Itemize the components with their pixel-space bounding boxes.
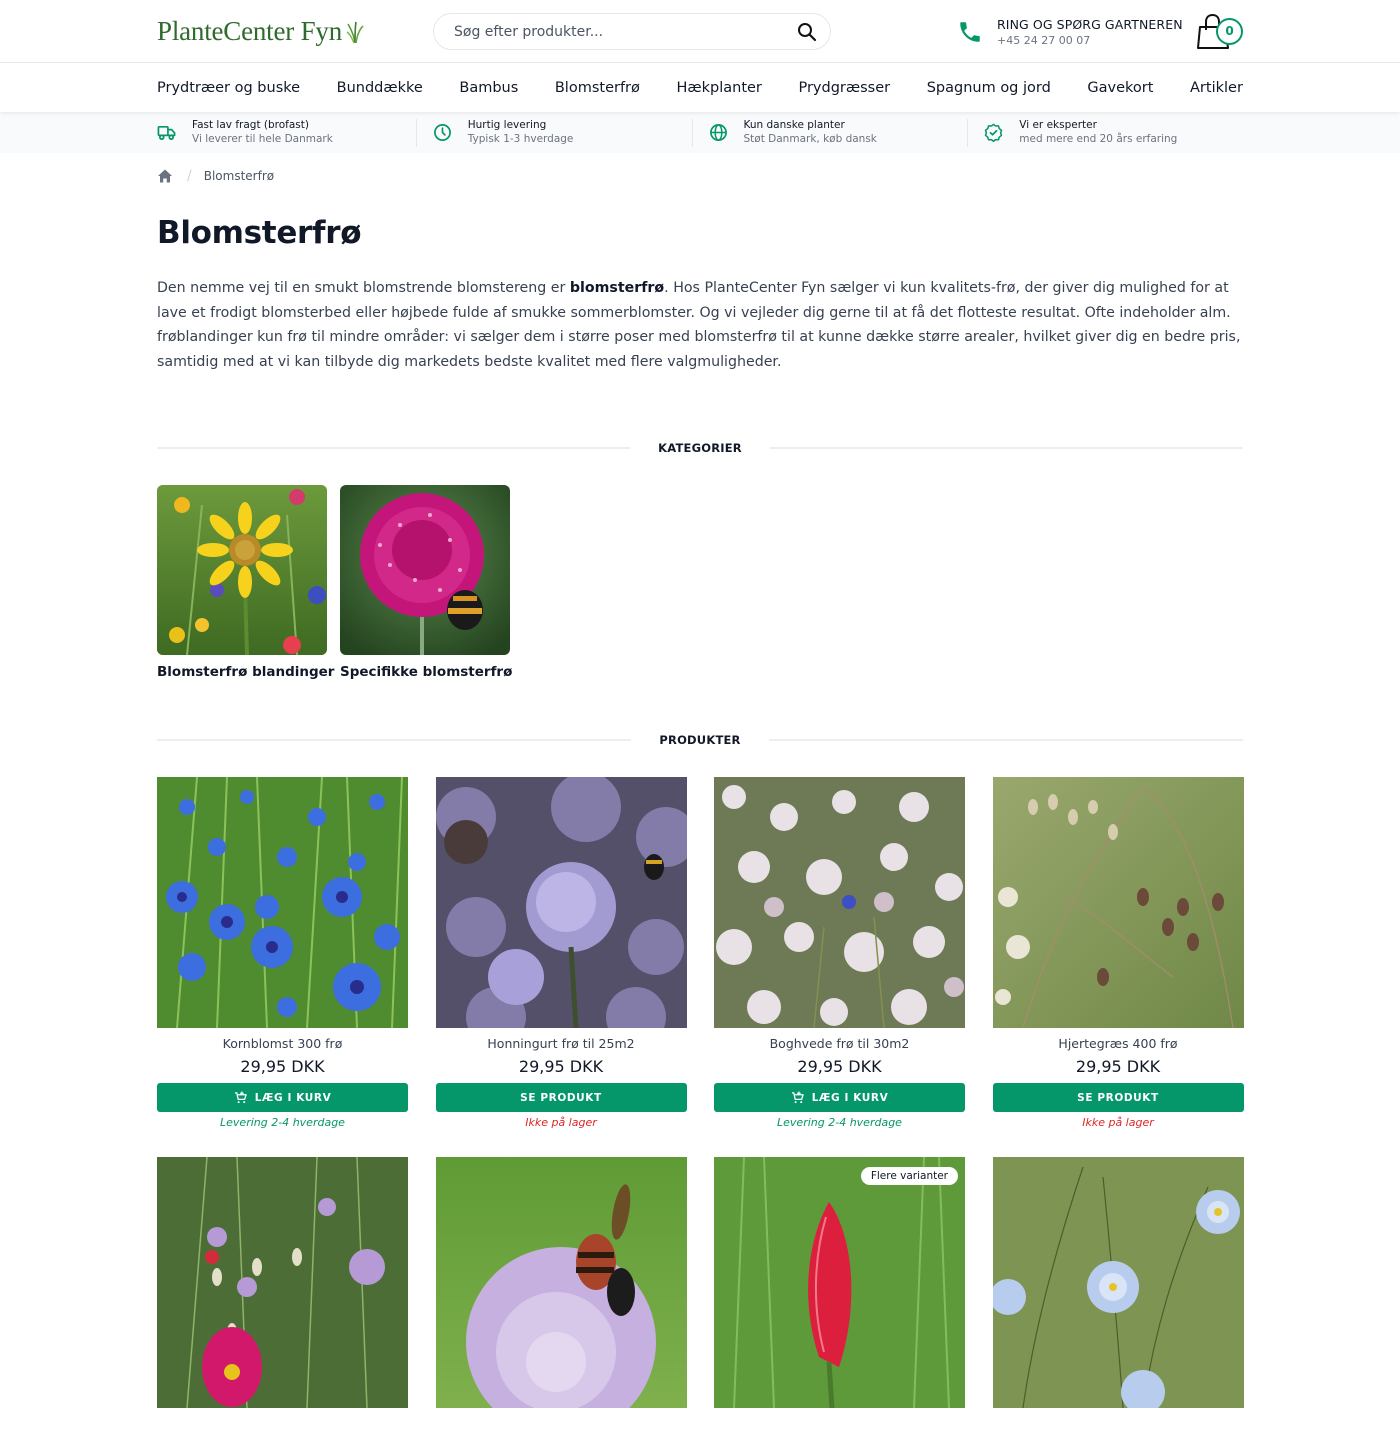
category-image-scabiosa[interactable] <box>340 485 510 655</box>
cart-plus-icon <box>791 1091 804 1104</box>
product-image-scabiosa-wasp[interactable] <box>436 1157 687 1408</box>
product-name[interactable]: Boghvede frø til 30m2 <box>769 1036 910 1051</box>
logo-text: PlanteCenter Fyn <box>157 16 343 46</box>
stock-status: Levering 2-4 hverdage <box>220 1116 345 1129</box>
nav-item-spagnum[interactable]: Spagnum og jord <box>926 79 1051 96</box>
nav-item-prydgraesser[interactable]: Prydgræsser <box>798 79 891 96</box>
search-button[interactable] <box>796 21 818 43</box>
product-grid <box>157 777 1243 1436</box>
usp-title: Hurtig levering <box>467 119 547 131</box>
usp-sub: Støt Danmark, køb dansk <box>743 133 877 145</box>
button-label: LÆG I KURV <box>811 1091 889 1104</box>
phone-title: RING OG SPØRG GARTNEREN <box>997 16 1183 32</box>
category-name[interactable]: Specifikke blomsterfrø <box>340 664 513 680</box>
stock-status: Levering 2-4 hverdage <box>777 1116 902 1129</box>
section-label: KATEGORIER <box>658 441 742 455</box>
phone-number[interactable]: +45 24 27 00 07 <box>997 33 1091 47</box>
badge-check-icon <box>984 123 1003 142</box>
category-image-sunflower[interactable] <box>157 485 327 655</box>
usp-experts <box>968 119 1243 147</box>
product-image-boghvede[interactable] <box>714 777 965 1028</box>
view-product-button[interactable] <box>993 1083 1244 1112</box>
breadcrumb-separator: / <box>187 168 192 184</box>
usp-sub: Vi leverer til hele Danmark <box>192 133 333 145</box>
product-image-crimson-clover[interactable] <box>714 1157 965 1408</box>
product-name[interactable]: Hjertegræs 400 frø <box>1058 1036 1178 1051</box>
product-price: 29,95 DKK <box>518 1057 604 1076</box>
cart-button[interactable] <box>1197 12 1243 52</box>
add-to-cart-button[interactable] <box>714 1083 965 1112</box>
nav-item-blomsterfro[interactable]: Blomsterfrø <box>554 79 640 96</box>
nav-item-prydtraeer[interactable]: Prydtræer og buske <box>157 79 301 96</box>
product-card <box>993 777 1244 1129</box>
button-label: SE PRODUKT <box>520 1091 602 1104</box>
main-nav <box>0 63 1400 112</box>
home-icon[interactable] <box>157 168 173 184</box>
products-heading <box>157 730 1243 750</box>
product-card <box>157 1157 408 1408</box>
product-card <box>714 1157 965 1408</box>
product-card <box>714 777 965 1129</box>
product-card <box>993 1157 1244 1408</box>
main-content <box>157 167 1243 1436</box>
usp-shipping <box>157 119 417 147</box>
product-image-kornblomst[interactable] <box>157 777 408 1028</box>
button-label: LÆG I KURV <box>254 1091 332 1104</box>
divider <box>157 447 630 449</box>
category-card[interactable] <box>157 485 335 680</box>
product-image-hjertegraes[interactable] <box>993 777 1244 1028</box>
usp-title: Kun danske planter <box>743 119 845 131</box>
product-image-flax[interactable] <box>993 1157 1244 1408</box>
view-product-button[interactable] <box>436 1083 687 1112</box>
usp-title: Fast lav fragt (brofast) <box>192 119 309 131</box>
globe-icon <box>709 123 728 142</box>
nav-item-haekplanter[interactable]: Hækplanter <box>676 79 762 96</box>
usp-title: Vi er eksperter <box>1019 119 1097 131</box>
nav-item-bambus[interactable]: Bambus <box>459 79 519 96</box>
breadcrumb <box>157 167 1243 185</box>
add-to-cart-button[interactable] <box>157 1083 408 1112</box>
product-name[interactable]: Honningurt frø til 25m2 <box>487 1036 635 1051</box>
intro-part: Den nemme vej til en smukt blomstrende blomstereng er <box>157 280 570 296</box>
phone-icon <box>957 19 983 45</box>
divider <box>770 447 1243 449</box>
category-card[interactable] <box>340 485 513 680</box>
search-input[interactable] <box>454 24 796 40</box>
logo[interactable] <box>157 16 433 47</box>
section-label: PRODUKTER <box>659 733 741 747</box>
variants-badge: Flere varianter <box>861 1167 958 1185</box>
categories-heading <box>157 438 1243 458</box>
product-image-mix[interactable] <box>157 1157 408 1408</box>
cart-count-badge: 0 <box>1216 18 1243 45</box>
nav-item-bunddaekke[interactable]: Bunddække <box>336 79 423 96</box>
page-title: Blomsterfrø <box>157 215 362 251</box>
phone-contact[interactable] <box>957 17 1183 47</box>
product-price: 29,95 DKK <box>797 1057 882 1076</box>
usp-bar <box>0 112 1400 153</box>
product-price: 29,95 DKK <box>240 1057 325 1076</box>
truck-icon <box>157 123 176 142</box>
category-list <box>157 485 1243 680</box>
usp-danish <box>693 119 969 147</box>
intro-part: . Hos PlanteCenter Fyn sælger vi kun kvalitets-frø, der giver dig mulighed for at lave et frodigt blomsterbed eller højbede fulde af smukke sommerblomster. Og vi vejleder dig gerne til at få det flotteste resultat. Ofte indeholder alm. frøblandinger kun frø til mindre områder: vi sælger dem i større poser med blomsterfrø til at kunne dække større arealer, hvilket giver dig en bedre pris, samtidig med at vi kan tilbyde dig markedets bedste kvalitet med flere valgmuligheder. <box>157 280 1241 370</box>
product-image-honningurt[interactable] <box>436 777 687 1028</box>
stock-status: Ikke på lager <box>1082 1116 1154 1129</box>
site-header <box>0 0 1400 63</box>
product-card <box>157 777 408 1129</box>
nav-item-gavekort[interactable]: Gavekort <box>1087 79 1154 96</box>
intro-bold: blomsterfrø <box>569 280 665 296</box>
cart-plus-icon <box>234 1091 247 1104</box>
intro-text <box>157 276 1247 374</box>
grass-logo-icon <box>346 21 364 43</box>
usp-sub: Typisk 1-3 hverdage <box>467 133 574 145</box>
stock-status: Ikke på lager <box>525 1116 597 1129</box>
usp-delivery <box>417 119 693 147</box>
category-name[interactable]: Blomsterfrø blandinger <box>157 664 335 680</box>
product-name[interactable]: Kornblomst 300 frø <box>222 1036 343 1051</box>
product-card <box>436 1157 687 1408</box>
search-bar <box>433 13 831 50</box>
clock-icon <box>433 123 452 142</box>
divider <box>769 739 1243 741</box>
product-price: 29,95 DKK <box>1075 1057 1161 1076</box>
nav-item-artikler[interactable]: Artikler <box>1190 79 1243 96</box>
usp-sub: med mere end 20 års erfaring <box>1019 133 1178 145</box>
breadcrumb-current: Blomsterfrø <box>203 169 275 183</box>
search-icon <box>797 22 817 42</box>
divider <box>157 739 631 741</box>
product-card <box>436 777 687 1129</box>
button-label: SE PRODUKT <box>1077 1091 1159 1104</box>
